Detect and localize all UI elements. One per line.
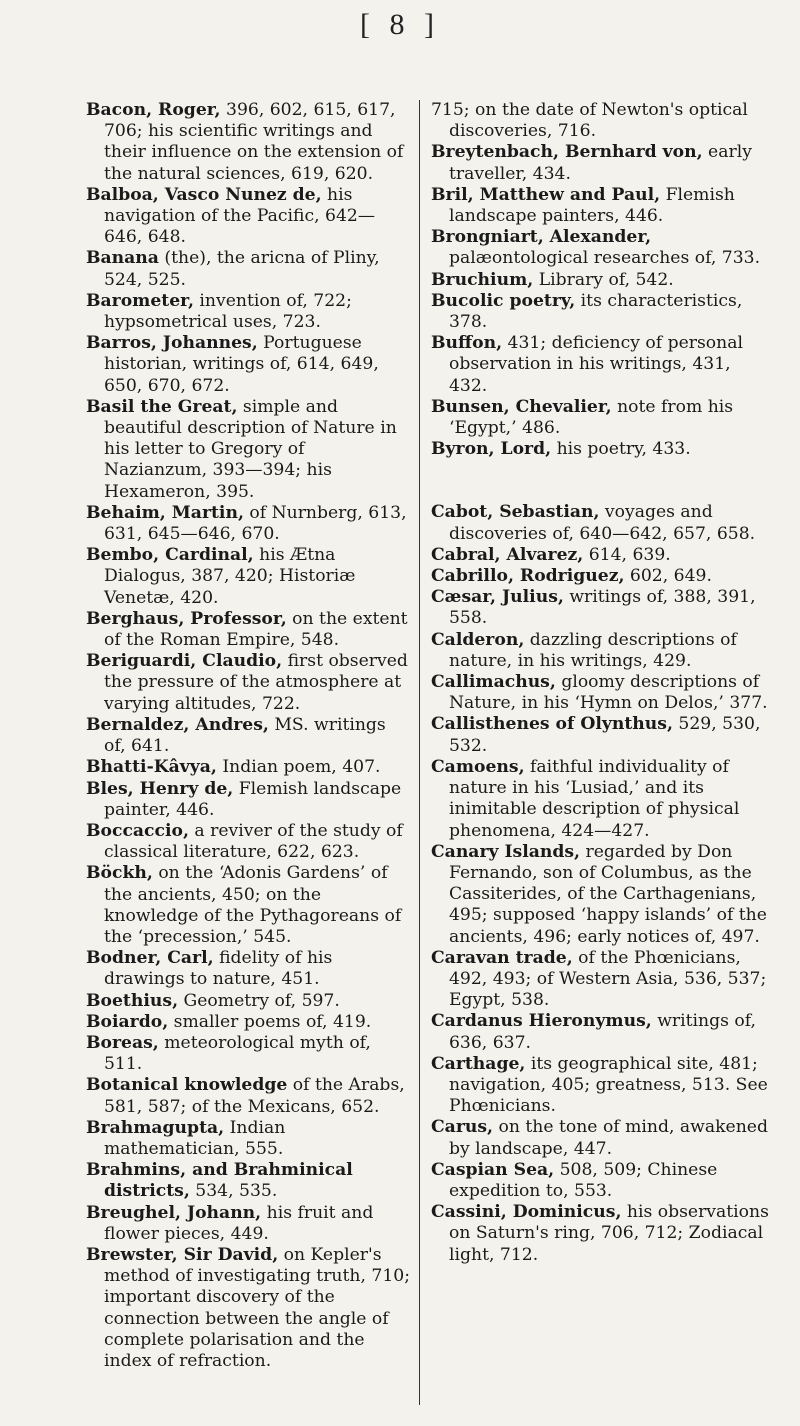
entry-heading: Barros, Johannes, [86, 333, 258, 354]
entry-text: invention of, 722; hypsometrical uses, 723. [104, 290, 352, 333]
entry-text: early traveller, 434. [449, 142, 752, 184]
entry-heading: Banana [86, 248, 159, 269]
entry-heading: Breughel, Johann, [86, 1202, 262, 1223]
index-entry [86, 715, 411, 757]
entry-heading: Bunsen, Chevalier, [431, 396, 612, 417]
index-entry [431, 439, 771, 460]
index-entry [86, 779, 411, 821]
entry-text: smaller poems of, 419. [168, 1011, 372, 1032]
entry-heading: Boccaccio, [86, 820, 189, 841]
index-entry [86, 545, 411, 609]
entry-text: Flemish landscape painter, 446. [104, 778, 402, 820]
entry-heading: Bernaldez, Andres, [86, 714, 269, 735]
index-entry [86, 1075, 411, 1117]
entry-text: regarded by Don Fernando, son of Columbus, as the Cassiterides, of the Carthagenians, 495; supposed ‘happy islands’ of the ancients, 496; early notices of, 497. [449, 841, 767, 947]
index-entry [431, 714, 771, 756]
entry-heading: Callisthenes of Olynthus, [431, 714, 673, 735]
entry-heading: Boethius, [86, 990, 179, 1011]
entry-text: note from his ‘Egypt,’ 486. [449, 396, 734, 439]
page-marker: [ 8 ] [360, 8, 440, 41]
right-column [431, 100, 771, 1266]
entry-text: of Nurnberg, 613, 631, 645—646, 670. [104, 502, 407, 545]
entry-heading: Calderon, [431, 629, 525, 650]
index-entry [431, 1202, 771, 1266]
index-entry [431, 185, 771, 227]
index-entry [86, 333, 411, 397]
entry-text: his observations on Saturn's ring, 706, 712; Zodiacal light, 712. [449, 1202, 769, 1265]
entry-heading: Cabrillo, Rodriguez, [431, 566, 625, 587]
index-entry [86, 397, 411, 503]
entry-text: first observed the pressure of the atmosphere at varying altitudes, 722. [104, 651, 408, 714]
entry-text: of the Arabs, 581, 587; of the Mexicans, 652. [104, 1075, 405, 1117]
entry-heading: Canary Islands, [431, 841, 581, 862]
entry-text: simple and beautiful description of Nature in his letter to Gregory of Nazianzum, 393—394; his Hexameron, 395. [104, 396, 397, 502]
index-entry [431, 1011, 771, 1053]
index-entry [86, 651, 411, 715]
entry-heading: Barometer, [86, 290, 194, 311]
entry-heading: Beriguardi, Claudio, [86, 651, 283, 672]
entry-heading: Bembo, Cardinal, [86, 545, 254, 566]
entry-text: on the ‘Adonis Gardens’ of the ancients, 450; on the knowledge of the Pythagoreans of the ‘precession,’ 545. [104, 863, 402, 947]
entry-text: 534, 535. [189, 1181, 278, 1202]
entry-text: MS. writings of, 641. [104, 714, 386, 757]
entry-heading: Caspian Sea, [431, 1159, 555, 1180]
entry-heading: Brahmins, and Brahminical districts, [86, 1160, 353, 1202]
entry-text: 396, 602, 615, 617, 706; his scientific writings and their influence on the extension of the natural sciences, 619, 620. [104, 100, 404, 184]
entry-heading: Cabral, Alvarez, [431, 544, 584, 565]
index-entry [86, 291, 411, 333]
entry-text: its geographical site, 481; navigation, 405; greatness, 513. See Phœnicians. [449, 1053, 768, 1117]
index-entry [431, 227, 771, 269]
left-column [86, 100, 411, 1372]
entry-heading: Bles, Henry de, [86, 778, 234, 799]
entry-heading: Breytenbach, Bernhard von, [431, 142, 703, 163]
entry-heading: Carthage, [431, 1053, 526, 1074]
entry-text: 431; deficiency of personal observation in his writings, 431, 432. [449, 333, 743, 396]
entry-text: his poetry, 433. [551, 439, 691, 460]
index-entry [86, 757, 411, 778]
index-entry [431, 270, 771, 291]
index-entry [86, 821, 411, 863]
index-entry [431, 397, 771, 439]
entry-heading: Boreas, [86, 1032, 159, 1053]
entry-text: 602, 649. [624, 566, 712, 587]
index-entry [86, 1118, 411, 1160]
entry-text: on the extent of the Roman Empire, 548. [104, 608, 408, 651]
entry-text: 529, 530, 532. [449, 714, 761, 756]
entry-heading: Brahmagupta, [86, 1117, 225, 1138]
index-entry [431, 566, 771, 587]
index-entry [86, 1033, 411, 1075]
entry-text: (the), the aricna of Pliny, 524, 525. [104, 248, 380, 290]
entry-heading: Buffon, [431, 333, 503, 354]
right-column-c-entries [431, 502, 771, 1265]
index-entry [86, 863, 411, 948]
entry-heading: Bacon, Roger, [86, 100, 221, 120]
index-entry [431, 1117, 771, 1159]
index-entry [86, 248, 411, 290]
entry-text: of the Phœnicians, 492, 493; of Western Asia, 536, 537; Egypt, 538. [449, 947, 767, 1011]
entry-heading: Camoens, [431, 756, 525, 777]
index-entry [431, 948, 771, 1012]
index-entry [86, 991, 411, 1012]
letter-gap [431, 460, 771, 502]
entry-heading: Boiardo, [86, 1011, 169, 1032]
entry-heading: Brewster, Sir David, [86, 1244, 279, 1265]
index-entry [431, 757, 771, 842]
index-entry [86, 1012, 411, 1033]
index-entry [431, 587, 771, 629]
entry-heading: Callimachus, [431, 672, 556, 693]
index-entry [431, 1054, 771, 1118]
entry-text: dazzling descriptions of nature, in his writings, 429. [449, 629, 737, 671]
entry-text: a reviver of the study of classical literature, 622, 623. [104, 820, 403, 863]
index-entry [86, 1245, 411, 1372]
entry-heading: Cassini, Dominicus, [431, 1202, 622, 1223]
entry-text: writings of, 388, 391, 558. [449, 587, 756, 629]
entry-heading: Berghaus, Professor, [86, 608, 287, 629]
index-entry [86, 1160, 411, 1202]
right-column-b-entries [431, 100, 771, 460]
entry-heading: Cabot, Sebastian, [431, 502, 600, 523]
index-columns [86, 100, 778, 1410]
entry-heading: Brongniart, Alexander, [431, 227, 652, 248]
entry-text: Indian poem, 407. [216, 757, 381, 778]
entry-heading: Böckh, [86, 863, 153, 884]
index-entry [86, 100, 411, 185]
index-entry [86, 1203, 411, 1245]
entry-text: Indian mathematician, 555. [104, 1117, 286, 1159]
entry-text: his fruit and flower pieces, 449. [104, 1202, 374, 1244]
entry-heading: Bruchium, [431, 269, 534, 290]
entry-text: 614, 639. [583, 544, 671, 565]
index-entry [431, 630, 771, 672]
index-entry [431, 672, 771, 714]
entry-text: meteorological myth of, 511. [104, 1032, 371, 1075]
entry-heading: Cæsar, Julius, [431, 587, 564, 608]
entry-text: faithful individuality of nature in his ‘Lusiad,’ and its inimitable description of physical phenomena, 424—427. [449, 756, 740, 841]
entry-text: his Ætna Dialogus, 387, 420; Historiæ Venetæ, 420. [104, 545, 356, 608]
entry-text: 715; on the date of Newton's optical discoveries, 716. [431, 100, 748, 142]
entry-heading: Carus, [431, 1117, 494, 1138]
index-entry [86, 503, 411, 545]
entry-text: his navigation of the Pacific, 642—646, 648. [104, 184, 376, 248]
entry-heading: Basil the Great, [86, 396, 238, 417]
entry-text: Flemish landscape painters, 446. [449, 184, 735, 227]
entry-text: gloomy descriptions of Nature, in his ‘Hymn on Delos,’ 377. [449, 672, 768, 714]
entry-text: writings of, 636, 637. [449, 1011, 756, 1053]
entry-text: on Kepler's method of investigating truth, 710; important discovery of the connection between the angle of complete polarisation and the index of refraction. [104, 1244, 410, 1371]
entry-heading: Balboa, Vasco Nunez de, [86, 184, 322, 205]
entry-heading: Botanical knowledge [86, 1075, 288, 1096]
entry-text: Geometry of, 597. [178, 990, 340, 1011]
entry-heading: Byron, Lord, [431, 439, 552, 460]
index-entry [431, 333, 771, 397]
entry-text: Library of, 542. [533, 269, 674, 290]
entry-heading: Cardanus Hieronymus, [431, 1011, 652, 1032]
index-entry [431, 1160, 771, 1202]
entry-heading: Bucolic poetry, [431, 290, 576, 311]
entry-text: its characteristics, 378. [449, 290, 743, 333]
entry-text: palæontological researches of, 733. [449, 248, 761, 269]
index-entry [431, 142, 771, 184]
entry-heading: Bodner, Carl, [86, 948, 214, 969]
entry-heading: Bril, Matthew and Paul, [431, 184, 661, 205]
entry-heading: Behaim, Martin, [86, 502, 244, 523]
index-entry [86, 609, 411, 651]
entry-text: voyages and discoveries of, 640—642, 657, 658. [449, 502, 756, 544]
index-entry [431, 291, 771, 333]
index-entry [431, 100, 771, 142]
column-divider [419, 100, 420, 1405]
entry-text: fidelity of his drawings to nature, 451. [104, 948, 333, 990]
index-entry [431, 842, 771, 948]
entry-text: 508, 509; Chinese expedition to, 553. [449, 1159, 718, 1201]
index-entry [86, 185, 411, 249]
entry-text: Portuguese historian, writings of, 614, 649, 650, 670, 672. [104, 333, 379, 396]
index-entry [86, 948, 411, 990]
index-entry [431, 545, 771, 566]
index-entry [431, 502, 771, 544]
entry-text: on the tone of mind, awakened by landscape, 447. [449, 1117, 768, 1159]
entry-heading: Caravan trade, [431, 947, 573, 968]
entry-heading: Bhatti-Kâvya, [86, 757, 217, 778]
